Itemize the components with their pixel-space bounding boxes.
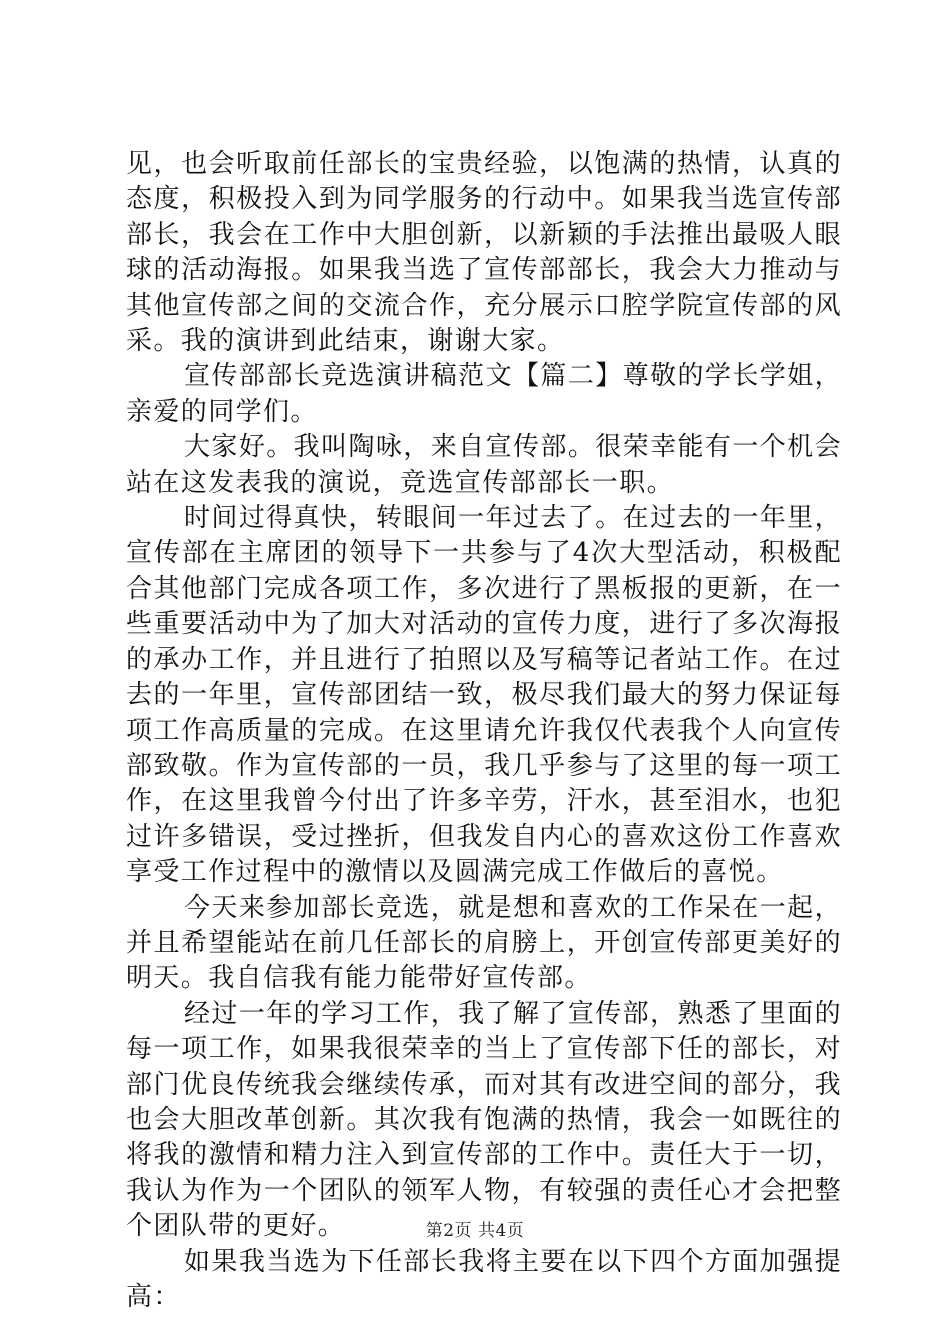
paragraph-four-aspects: 如果我当选为下任部长我将主要在以下四个方面加强提高： bbox=[126, 1246, 842, 1312]
paragraph-motivation: 今天来参加部长竞选，就是想和喜欢的工作呆在一起，并且希望能站在前几任部长的肩膀上，开创宣传部更美好的明天。我自信我有能力能带好宣传部。 bbox=[126, 892, 842, 994]
paragraph-greeting: 大家好。我叫陶咏，来自宣传部。很荣幸能有一个机会站在这发表我的演说，竞选宣传部部长一职。 bbox=[126, 432, 842, 498]
paragraph-continued: 见，也会听取前任部长的宝贵经验，以饱满的热情，认真的态度，积极投入到为同学服务的行动中。如果我当选宣传部部长，我会在工作中大胆创新，以新颖的手法推出最吸人眼球的活动海报。如果我当选了宣传部部长，我会大力推动与其他宣传部之间的交流合作，充分展示口腔学院宣传部的风采。我的演讲到此结束，谢谢大家。 bbox=[126, 149, 842, 357]
paragraph-past-year: 时间过得真快，转眼间一年过去了。在过去的一年里，宣传部在主席团的领导下一共参与了4次大型活动，积极配合其他部门完成各项工作，多次进行了黑板报的更新，在一些重要活动中为了加大对活动的宣传力度，进行了多次海报的承办工作，并且进行了拍照以及写稿等记者站工作。在过去的一年里，宣传部团结一致，极尽我们最大的努力保证每项工作高质量的完成。在这里请允许我仅代表我个人向宣传部致敬。作为宣传部的一员，我几乎参与了这里的每一项工作，在这里我曾今付出了许多辛劳，汗水，甚至泪水，也犯过许多错误，受过挫折，但我发自内心的喜欢这份工作喜欢享受工作过程中的激情以及圆满完成工作做后的喜悦。 bbox=[126, 503, 842, 888]
paragraph-plan: 经过一年的学习工作，我了解了宣传部，熟悉了里面的每一项工作，如果我很荣幸的当上了宣传部下任的部长，对部门优良传统我会继续传承，而对其有改进空间的部分，我也会大胆改革创新。其次我有饱满的热情，我会一如既往的将我的激情和精力注入到宣传部的工作中。责任大于一切，我认为作为一个团队的领军人物，有较强的责任心才会把整个团队带的更好。 bbox=[126, 998, 842, 1242]
page-number-footer: 第2页 共4页 bbox=[425, 1221, 525, 1241]
document-body bbox=[126, 147, 842, 1315]
paragraph-section-heading: 宣传部部长竞选演讲稿范文【篇二】尊敬的学长学姐，亲爱的同学们。 bbox=[126, 361, 842, 427]
